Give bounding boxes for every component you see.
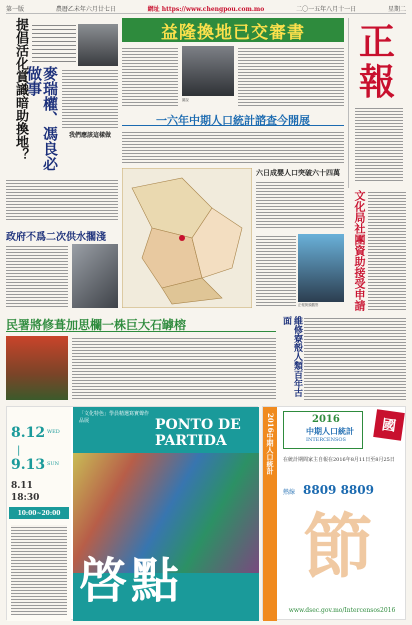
- poster-title-1: PONTO DE: [155, 417, 241, 433]
- census-ad-subtitle: INTERCENSOS: [306, 437, 346, 443]
- left-column: [6, 18, 118, 312]
- census-map: [122, 168, 252, 308]
- bottom-headline: 民署將修葺加思欄一株巨大石罅榕: [6, 316, 276, 332]
- census-ad-title: 中期人口統計: [306, 426, 354, 436]
- name-headline: 麥瑞權、馮良必做事: [25, 66, 59, 171]
- page-number: 第一版: [6, 6, 25, 13]
- census-body-3: [256, 234, 296, 308]
- census-ad-hotline-label: 熱線: [283, 489, 296, 496]
- top-story-text-left: [122, 46, 178, 108]
- section2-headline: 政府不爲二次供水擱淺: [6, 232, 106, 243]
- census-ad-corner-tag: 國: [373, 409, 405, 441]
- masthead-title-1: 正: [359, 21, 396, 63]
- left-vertical-headline: 提倡活化賞識暗助換地？: [13, 18, 28, 161]
- masthead: [348, 18, 406, 188]
- exhibition-weekday-end: SUN: [47, 461, 60, 467]
- page-header: [6, 4, 406, 14]
- exhibition-poster: [73, 407, 259, 621]
- column-body-1: [62, 68, 118, 128]
- weekday: 星期二: [387, 6, 406, 13]
- exhibition-sponsors: [11, 525, 67, 615]
- census-photo-caption: 正報街頭觀察: [298, 303, 319, 307]
- columnist-photo: [78, 24, 118, 66]
- exhibition-dates-panel: [7, 407, 71, 621]
- exhibition-date-start: 8.12: [11, 425, 46, 441]
- census-ad: [262, 406, 406, 620]
- census-subhead: 六日成嬰人口突破六十四萬: [256, 168, 340, 177]
- census-headline: 一六年中期人口統計諮查今開展: [122, 112, 344, 126]
- census-ad-big-char: 節: [303, 505, 373, 588]
- exhibition-ad: [6, 406, 258, 620]
- census-ad-vertical: 2016中期人口統計: [266, 413, 275, 475]
- census-worker-photo: [298, 234, 344, 302]
- census-body-2: [256, 180, 344, 230]
- exhibition-hours: 10:00~20:00: [9, 507, 69, 519]
- bottom-story: [6, 316, 406, 402]
- bottom-side-headline: 維修寮殼人類百年古面: [281, 316, 302, 397]
- top-story-photo: [182, 46, 234, 96]
- top-story-caption: 圖說: [182, 98, 189, 102]
- right-column: [348, 190, 406, 312]
- culture-body: [368, 190, 406, 312]
- census-ad-year: 2016: [312, 414, 340, 425]
- bottom-body: [72, 336, 276, 400]
- poster-big-chars: 啓點: [79, 553, 184, 609]
- exhibition-opening-date: 8.11: [11, 481, 33, 491]
- section2-body: [6, 244, 68, 308]
- census-section: [122, 112, 344, 312]
- columnist-intro: [32, 22, 76, 64]
- exhibition-weekday-start: WED: [47, 429, 60, 435]
- masthead-title-2: 報: [359, 61, 396, 103]
- lunar-date: 農曆乙未年六月廿七日: [55, 6, 116, 13]
- bottom-side-body: [304, 316, 406, 402]
- exhibition-opening-time: 18:30: [11, 493, 40, 503]
- issue-date: 二〇一五年八月十一日: [296, 6, 357, 13]
- top-headline: 益隆換地已交審書: [122, 18, 344, 42]
- census-ad-hotline[interactable]: 8809 8809: [303, 483, 374, 497]
- top-story-text-right: [238, 46, 344, 108]
- section2-photo: [72, 244, 118, 308]
- website[interactable]: 網址 https://www.chengpou.com.mo: [147, 6, 265, 13]
- culture-headline: 文化局社團資助接受申請: [353, 190, 366, 311]
- census-ad-url[interactable]: www.dsec.gov.mo/Intercensos2016: [288, 607, 396, 614]
- census-body: [122, 130, 344, 164]
- masthead-info: [355, 106, 403, 182]
- poster-cn-title: 「文化特色」學員精選寫實聲作品展: [79, 411, 150, 424]
- column-body-2: [6, 178, 118, 222]
- census-ad-logo-box: [283, 411, 363, 449]
- exhibition-date-end: 9.13: [11, 457, 46, 473]
- poster-title-2: PARTIDA: [155, 433, 227, 449]
- top-story: [122, 18, 344, 110]
- column-subhead: 我們應該這樣做: [68, 132, 111, 139]
- census-ad-note: 在統計期間家主自報在2016年8月11日至8月25日: [283, 457, 395, 463]
- exhibition-date-sep: |: [17, 445, 21, 456]
- tree-photo: [6, 336, 68, 400]
